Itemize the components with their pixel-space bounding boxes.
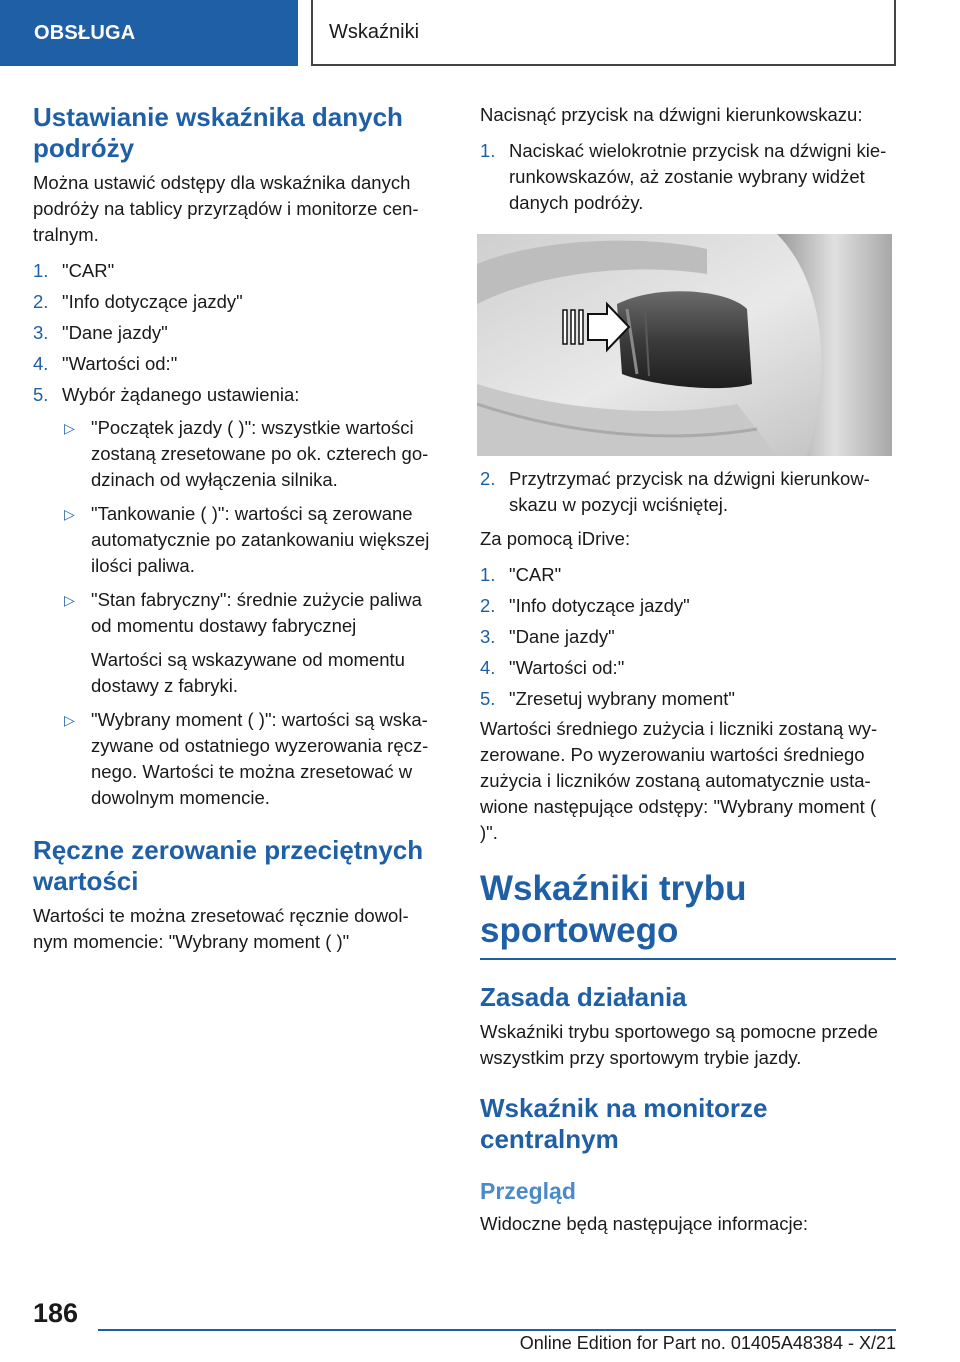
- heading-divider: [480, 958, 896, 960]
- central-monitor-heading: Wskaźnik na monitorze centralnym: [480, 1093, 768, 1154]
- option-note: Wartości są wskazywane od momentu dostawy z fabryki.: [91, 649, 405, 696]
- overview-text: Widoczne będą następujące informacje:: [480, 1213, 809, 1234]
- list-item: ▷ "Tankowanie ( )": wartości są zerowane automatycznie po zatankowaniu większej ilości paliwa.: [64, 503, 430, 576]
- edition-footer: Online Edition for Part no. 01405A48384 - X/21: [519, 1333, 896, 1353]
- idrive-steps-list: [480, 562, 896, 712]
- lever-intro: Nacisnąć przycisk na dźwigni kierunkowskazu:: [480, 104, 863, 125]
- manual-reset-text: Wartości te można zresetować ręcznie dowol-nym momencie: "Wybrany moment ( )": [33, 905, 409, 952]
- header-section-tab[interactable]: OBSŁUGA: [0, 0, 298, 66]
- sport-display-heading: Wskaźniki trybu sportowego: [480, 869, 747, 950]
- list-item: 3. "Dane jazdy": [480, 626, 615, 647]
- triangle-bullet-icon: ▷: [64, 712, 75, 728]
- setting-options-list: [62, 415, 437, 811]
- settings-steps-list: [33, 258, 437, 811]
- right-column: [480, 102, 896, 1237]
- left-column: [33, 102, 437, 955]
- list-item: ▷ "Początek jazdy ( )": wszystkie wartości zostaną zresetowane po ok. czterech go-dzinach od wyłączenia silnika.: [64, 417, 429, 490]
- overview-heading: Przegląd: [480, 1178, 576, 1204]
- list-item: 1. Naciskać wielokrotnie przycisk na dźwigni kie-runkowskazów, aż zostanie wybrany widżet danych podróży.: [480, 140, 887, 213]
- lever-steps-list-2: [480, 466, 896, 518]
- header-chapter-tab[interactable]: Wskaźniki: [311, 0, 896, 66]
- lever-steps-list: [480, 138, 896, 216]
- list-item: 1. "CAR": [33, 260, 115, 281]
- lever-illustration: [477, 234, 892, 456]
- page-number: 186: [33, 1298, 79, 1328]
- footer-divider: [98, 1329, 896, 1331]
- list-item: 1. "CAR": [480, 564, 562, 585]
- list-item: ▷ "Wybrany moment ( )": wartości są wska-zywane od ostatniego wyzerowania ręcz-nego. Wartości te można zresetować w dowolnym momencie.: [64, 709, 429, 808]
- list-item: 2. Przytrzymać przycisk na dźwigni kierunkow-skazu w pozycji wciśniętej.: [480, 468, 870, 515]
- triangle-bullet-icon: ▷: [64, 420, 75, 436]
- list-item: 5. "Zresetuj wybrany moment": [480, 688, 735, 709]
- manual-reset-heading: Ręczne zerowanie przeciętnych wartości: [33, 835, 424, 896]
- list-item: 4. "Wartości od:": [33, 353, 178, 374]
- triangle-bullet-icon: ▷: [64, 506, 75, 522]
- list-item: ▷ "Stan fabryczny": średnie zużycie paliwa od momentu dostawy fabrycznej Wartości są wskazywane od momentu dostawy z fabryki.: [62, 587, 437, 699]
- turn-signal-lever-image: [477, 234, 892, 456]
- principle-heading: Zasada działania: [480, 982, 687, 1012]
- list-item: 4. "Wartości od:": [480, 657, 625, 678]
- list-item: 2. "Info dotyczące jazdy": [33, 291, 243, 312]
- trip-data-intro: Można ustawić odstępy dla wskaźnika danych podróży na tablicy przyrządów i monitorze cen-tralnym.: [33, 172, 419, 245]
- reset-note: Wartości średniego zużycia i liczniki zostaną wy-zerowane. Po wyzerowaniu wartości średniego zużycia i liczników zostaną automatycznie usta-wione następujące odstępy: "Wybrany moment ( )".: [480, 718, 878, 843]
- idrive-intro: Za pomocą iDrive:: [480, 528, 631, 549]
- list-item: 3. "Dane jazdy": [33, 322, 168, 343]
- trip-data-heading: Ustawianie wskaźnika danych podróży: [33, 102, 403, 163]
- list-item: 2. "Info dotyczące jazdy": [480, 595, 690, 616]
- principle-text: Wskaźniki trybu sportowego są pomocne przede wszystkim przy sportowym trybie jazdy.: [480, 1021, 878, 1068]
- triangle-bullet-icon: ▷: [64, 592, 75, 608]
- list-item: 5. Wybór żądanego ustawienia: ▷ "Początek jazdy ( )": wszystkie wartości zostaną zresetowane po ok. czterech go-dzinach od wyłączenia silnika. ▷ "Tankowanie ( )": wartości są zerowane automatycznie po zatankowaniu większej ilości paliwa. ▷ "Stan fabryczny": średnie zużycie paliwa od momentu dostawy fabrycznej Wartości są wskazywane od momentu dostawy z fabryki. ▷ "Wybrany moment ( )": wartości są wska-zywane od ostatniego wyzerowania ręcz-nego. Wartości te można zresetować w dowolnym momencie.: [33, 382, 437, 811]
